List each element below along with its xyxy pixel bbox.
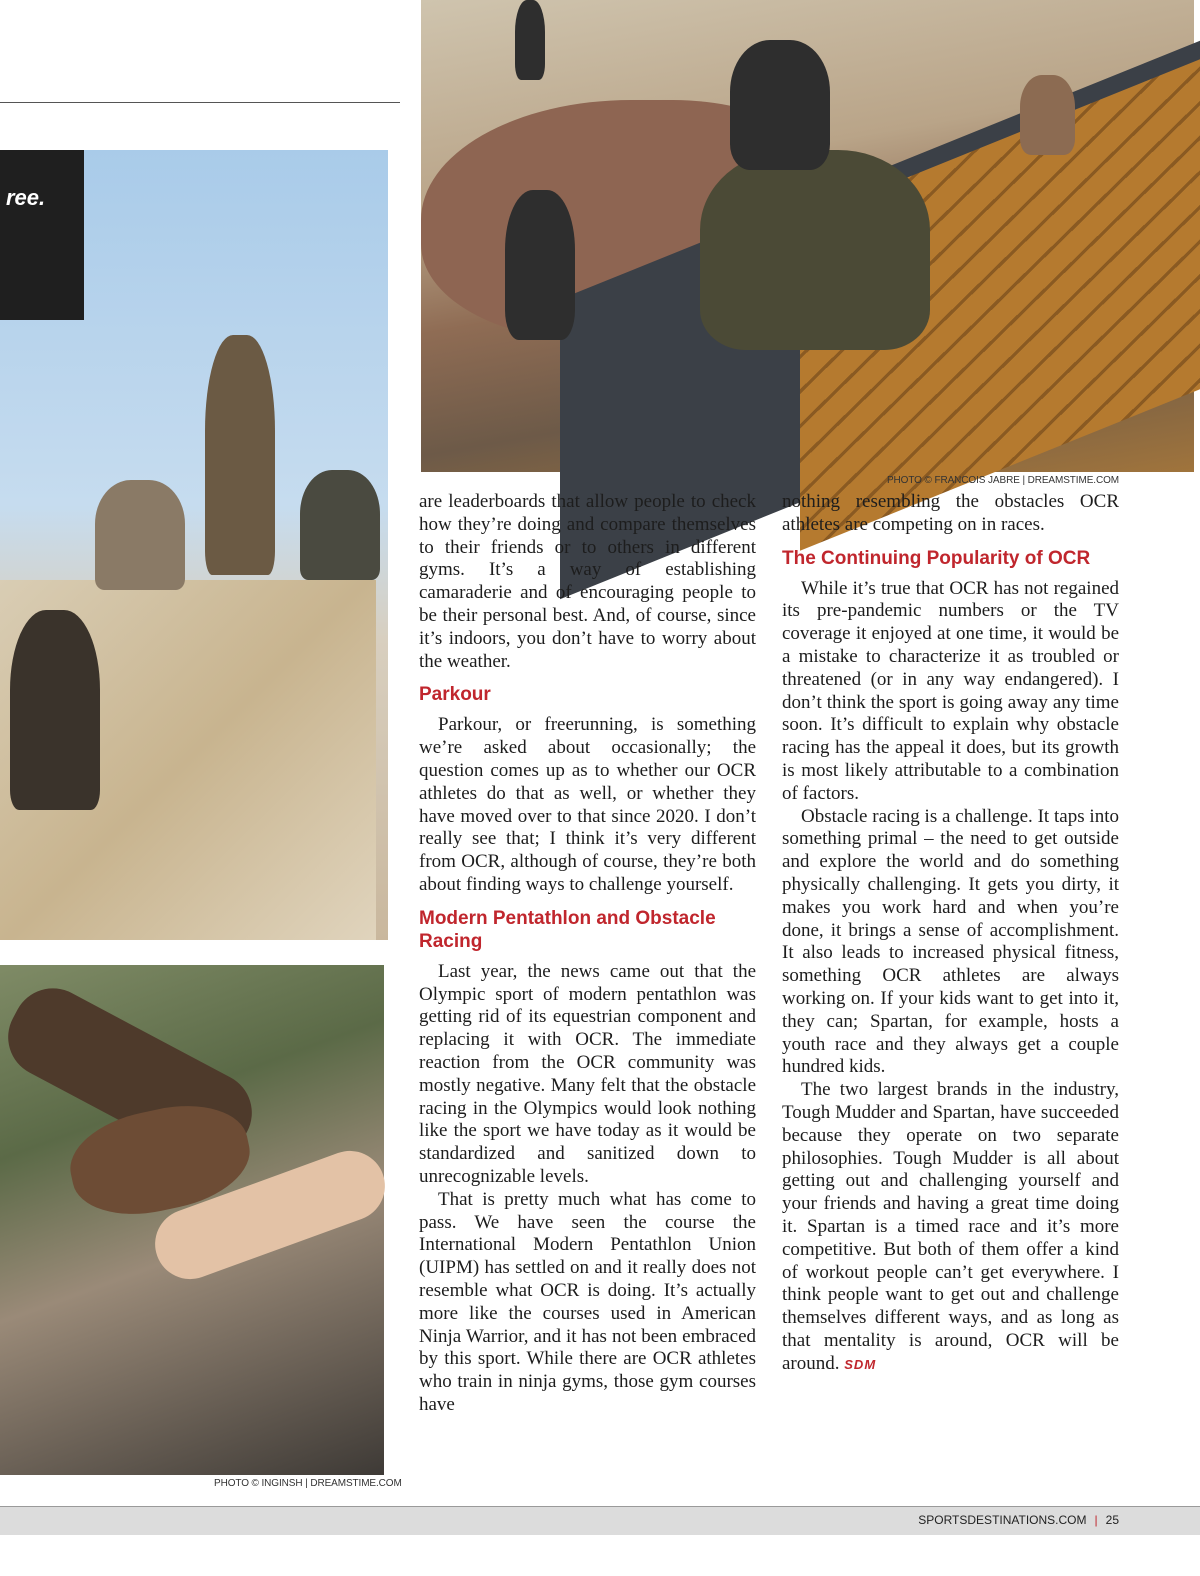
hanging-athlete (10, 610, 100, 810)
footer (918, 1513, 1119, 1527)
race-banner (0, 150, 84, 320)
photo-credit-left: PHOTO © INGINSH | DREAMSTIME.COM (214, 1478, 402, 1489)
article-column-2 (782, 491, 1119, 1376)
top-rule (0, 102, 400, 103)
section-heading-popularity: The Continuing Popularity of OCR (782, 547, 1091, 569)
page-number: 25 (1105, 1513, 1119, 1527)
paragraph: nothing resembling the obstacles OCR athletes are competing on in races. (782, 491, 1119, 535)
article-column-1 (419, 491, 756, 1417)
section-heading-pentathlon: Modern Pentathlon and Obstacle Racing (419, 907, 716, 952)
section-heading-parkour: Parkour (419, 684, 491, 706)
spotter-athlete (505, 190, 575, 340)
paragraph: Last year, the news came out that the Olympic sport of modern pentathlon was getting rid of its equestrian component and replacing it with OCR. The immediate reaction from the OCR community was mostly negative. Many felt that the obstacle racing in the Olympics would look nothing like the sport we have today as it would be standardized and sanitized down to unrecognizable levels. (419, 960, 756, 1187)
paragraph: That is pretty much what has come to pass. We have seen the course the International Modern Pentathlon Union (UIPM) has settled on and it really does not resemble what OCR is doing. It’s actually more like the courses used in American Ninja Warrior, and it has not been embraced by this sport. While there are OCR athletes who train in ninja gyms, those gym courses have (419, 1188, 756, 1415)
footer-separator: | (1094, 1513, 1098, 1527)
footer-site: SPORTSDESTINATIONS.COM (918, 1513, 1087, 1527)
photo-credit-right: PHOTO © FRANCOIS JABRE | DREAMSTIME.COM (886, 475, 1119, 486)
standing-athlete (205, 335, 275, 575)
kneeling-athlete (300, 470, 380, 580)
banner-logo-text: ree. (6, 185, 46, 210)
crawling-athlete (700, 150, 930, 350)
paragraph: While it’s true that OCR has not regained its pre-pandemic numbers or the TV coverage it enjoyed at one time, it would be a mistake to characterize it as troubled or threatened (or in any way endangered). I don’t think the sport is going away any time soon. It’s difficult to explain why obstacle racing has the appeal it does, but its growth is most likely attributable to a combination of factors. (782, 577, 1119, 804)
sdm-end-mark: SDM (844, 1356, 877, 1372)
paragraph-final (782, 1079, 1119, 1376)
paragraph: are leaderboards that allow people to check how they’re doing and compare themselves to their friends or to others in different gyms. It’s a way of establishing camaraderie and of encouraging people to be their personal best. And, of course, since it’s indoors, you don’t have to worry about the weather. (419, 491, 756, 672)
rope-athlete (1020, 75, 1075, 155)
running-athlete (515, 0, 545, 80)
paragraph-text: The two largest brands in the industry, Tough Mudder and Spartan, have succeeded because they operate on two separate philosophies. Tough Mudder is all about getting out and challenging yourself and your friends and having a great time doing it. Spartan is a timed race and it’s more competitive. But both of them offer a kind of workout people can’t get everywhere. I think people want to get out and challenge themselves different ways, and as long as that mentality is around, OCR will be around. (782, 1079, 1119, 1374)
paragraph: Obstacle racing is a challenge. It taps into something primal – the need to get outside and explore the world and do something physically challenging. It gets you dirty, it makes you work hard and when you’re done, it brings a sense of accomplishment. It also leads to increased physical fitness, something OCR athletes are always working on. If your kids want to get into it, they can; Spartan, for example, hosts a youth race and they always get a couple hundred kids. (782, 805, 1119, 1078)
paragraph: Parkour, or freerunning, is something we’re asked about occasionally; the question comes up as to whether our OCR athletes do that as well, or whether they have moved over to that since 2020. I don’t really see that; I think it’s very different from OCR, although of course, they’re both about finding ways to challenge yourself. (419, 714, 756, 895)
climbing-athlete (95, 480, 185, 590)
pulling-athlete (730, 40, 830, 170)
